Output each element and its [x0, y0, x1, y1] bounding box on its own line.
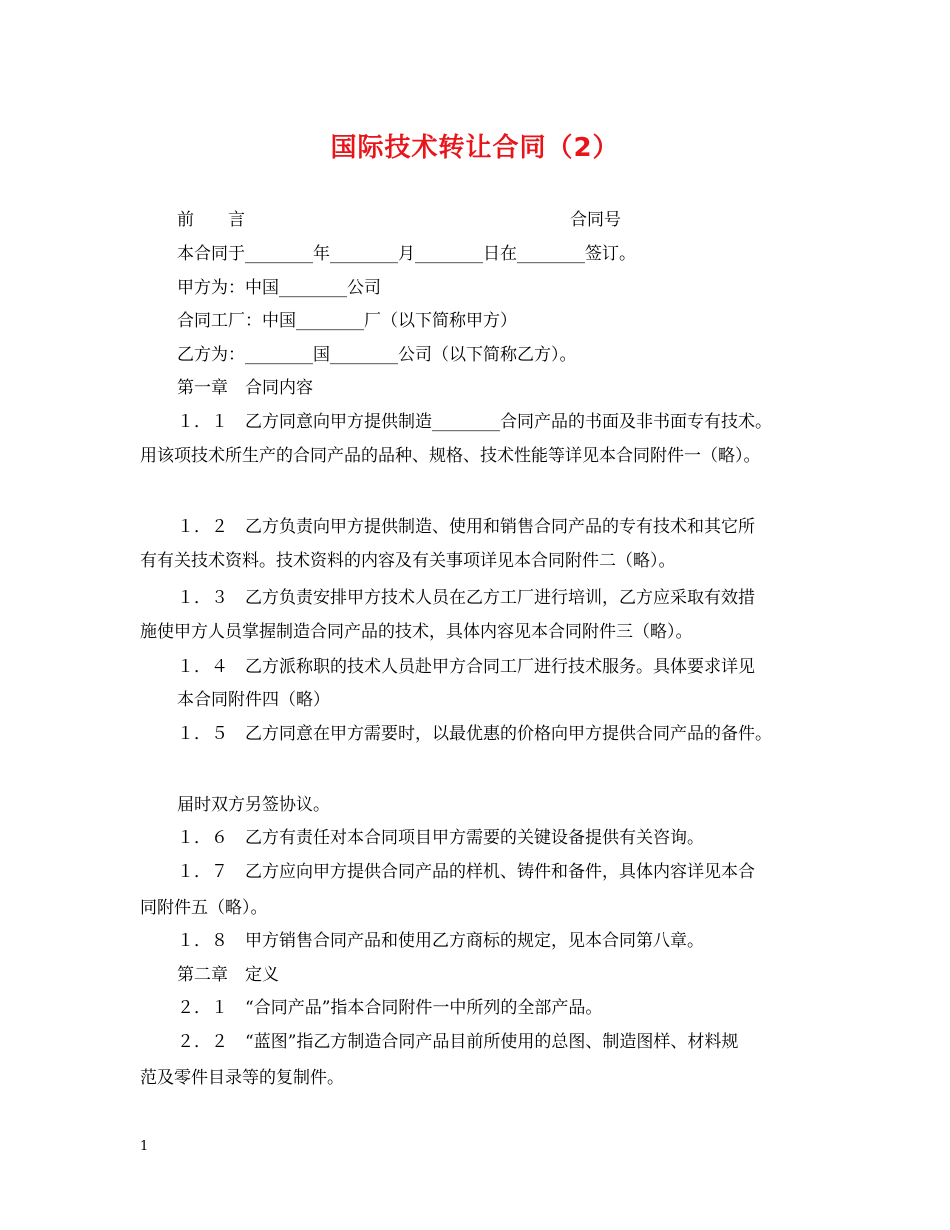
clause-1-8: １．８ 甲方销售合同产品和使用乙方商标的规定，见本合同第八章。 [177, 931, 704, 951]
page-number: 1 [140, 1139, 149, 1154]
clause-1-1-cont: 用该项技术所生产的合同产品的品种、规格、技术性能等详见本合同附件一（略）。 [140, 446, 761, 466]
clause-1-3-cont: 施使甲方人员掌握制造合同产品的技术，具体内容见本合同附件三（略）。 [140, 622, 693, 642]
signing-date-line: 本合同于________年________月________日在________签订。 [177, 244, 636, 264]
party-a-line: 甲方为：中国________公司 [177, 278, 381, 298]
clause-1-2: １．２ 乙方负责向甲方提供制造、使用和销售合同产品的专有技术和其它所 [177, 517, 755, 537]
clause-1-4: １．４ 乙方派称职的技术人员赴甲方合同工厂进行技术服务。具体要求详见 [177, 657, 755, 677]
clause-1-3: １．３ 乙方负责安排甲方技术人员在乙方工厂进行培训，乙方应采取有效措 [177, 588, 755, 608]
clause-2-2-cont: 范及零件目录等的复制件。 [140, 1068, 344, 1088]
clause-1-6: １．６ 乙方有责任对本合同项目甲方需要的关键设备提供有关咨询。 [177, 828, 704, 848]
document-title: 国际技术转让合同（2） [330, 133, 620, 163]
contract-number-label: 合同号 [570, 210, 621, 230]
contract-factory-line: 合同工厂：中国________厂（以下简称甲方） [177, 311, 517, 331]
clause-1-7: １．７ 乙方应向甲方提供合同产品的样机、铸件和备件，具体内容详见本合 [177, 862, 755, 882]
party-b-line: 乙方为：________国________公司（以下简称乙方）。 [177, 345, 577, 365]
chapter-2-heading: 第二章 定义 [177, 965, 279, 985]
clause-2-1: ２．１ “合同产品”指本合同附件一中所列的全部产品。 [177, 998, 603, 1018]
clause-1-5-cont: 届时双方另签协议。 [177, 795, 330, 815]
clause-1-4-cont: 本合同附件四（略） [177, 690, 330, 710]
chapter-1-heading: 第一章 合同内容 [177, 378, 313, 398]
clause-1-1: １．１ 乙方同意向甲方提供制造________合同产品的书面及非书面专有技术。 [177, 412, 772, 432]
preface-heading: 前 言 [177, 210, 245, 230]
clause-2-2: ２．２ “蓝图”指乙方制造合同产品目前所使用的总图、制造图样、材料规 [177, 1032, 739, 1052]
clause-1-5: １．５ 乙方同意在甲方需要时，以最优惠的价格向甲方提供合同产品的备件。 [177, 724, 772, 744]
clause-1-7-cont: 同附件五（略）。 [140, 898, 268, 918]
clause-1-2-cont: 有有关技术资料。技术资料的内容及有关事项详见本合同附件二（略）。 [140, 551, 676, 571]
